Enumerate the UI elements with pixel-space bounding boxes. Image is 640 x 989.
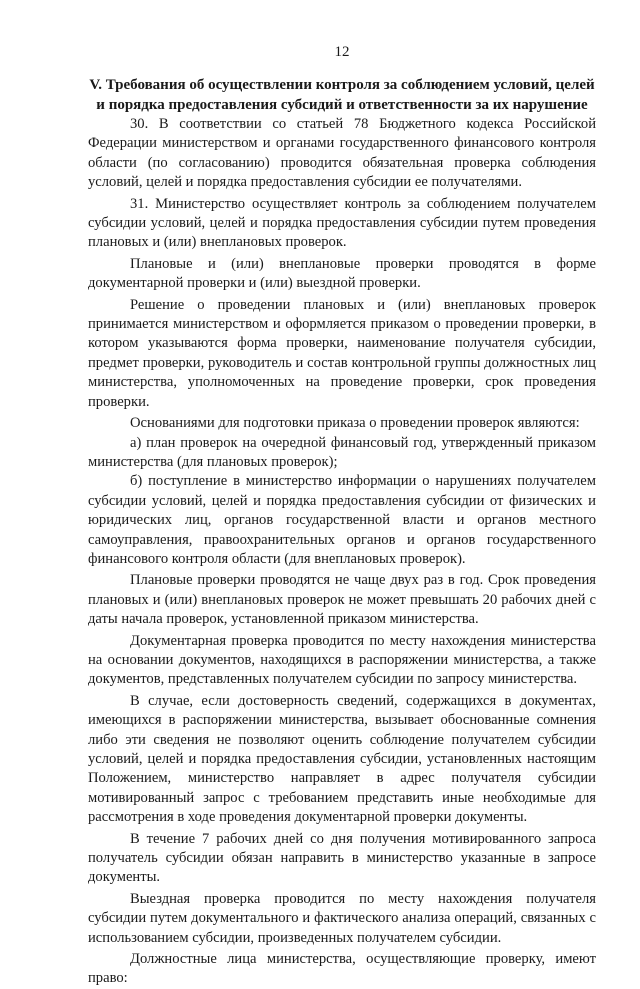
paragraph-inspection-forms: Плановые и (или) внеплановые проверки проводятся в форме документарной проверки и (или) выездной проверки.	[88, 255, 596, 292]
paragraph-onsite-inspection: Выездная проверка проводится по месту нахождения получателя субсидии путем документального и фактического анализа операций, связанных с использованием субсидии, произведенных получателем субсидии.	[88, 890, 596, 946]
list-item-a: а) план проверок на очередной финансовый год, утвержденный приказом министерства (для плановых проверок);	[88, 434, 596, 470]
paragraph-inspection-decision: Решение о проведении плановых и (или) внеплановых проверок принимается министерством и оформляется приказом о проведении проверки, в котором указываются форма проверки, наименование получателя субсидии, предмет проверки, руководитель и состав контрольной группы должностных лиц министерства, уполномоченных на проведение проверки, срок проведения проверки.	[88, 296, 596, 410]
paragraph-31: 31. Министерство осуществляет контроль за соблюдением получателем субсидии условий, целей и порядка предоставления субсидии путем проведения плановых и (или) внеплановых проверок.	[88, 195, 596, 251]
paragraph-officials-rights: Должностные лица министерства, осуществляющие проверку, имеют право:	[88, 951, 596, 987]
paragraph-response-deadline: В течение 7 рабочих дней со дня получения мотивированного запроса получатель субсидии обязан направить в министерство указанные в запросе документы.	[88, 830, 596, 886]
paragraph-reliability-doubts: В случае, если достоверность сведений, содержащихся в документах, имеющихся в распоряжении министерства, вызывает обоснованные сомнения либо эти сведения не позволяют оценить соблюдение получателем субсидии условий, целей и порядка предоставления субсидии, установленных настоящим Положением, министерство направляет в адрес получателя субсидии мотивированный запрос с требованием представить иные необходимые для рассмотрения в ходе проведения документарной проверки документы.	[88, 692, 596, 826]
section-heading-line-2: и порядка предоставления субсидий и ответственности за их нарушение	[96, 97, 588, 113]
section-heading-line-1: V. Требования об осуществлении контроля за соблюдением условий, целей	[89, 77, 595, 93]
paragraph-planned-frequency: Плановые проверки проводятся не чаще двух раз в год. Срок проведения плановых и (или) внеплановых проверок не может превышать 20 рабочих дней с даты начала проверок, установленной приказом министерства.	[88, 572, 596, 628]
paragraph-documentary-inspection: Документарная проверка проводится по месту нахождения министерства на основании документов, находящихся в распоряжении министерства, а также документов, представленных получателем субсидии по запросу министерства.	[88, 632, 596, 688]
paragraph-30: 30. В соответствии со статьей 78 Бюджетного кодекса Российской Федерации министерством и органами государственного финансового контроля области (по согласованию) проводится обязательная проверка соблюдения условий, целей и порядка предоставления субсидии ее получателями.	[88, 116, 596, 191]
list-item-b: б) поступление в министерство информации о нарушениях получателем субсидии условий, целей и порядка предоставления субсидии от физических и юридических лиц, органов государственной власти и органов местного самоуправления, правоохранительных органов и органов государственного финансового контроля области (для внеплановых проверок).	[88, 473, 596, 567]
page-number: 12	[334, 44, 350, 60]
paragraph-order-grounds: Основаниями для подготовки приказа о проведении проверок являются:	[130, 415, 580, 432]
